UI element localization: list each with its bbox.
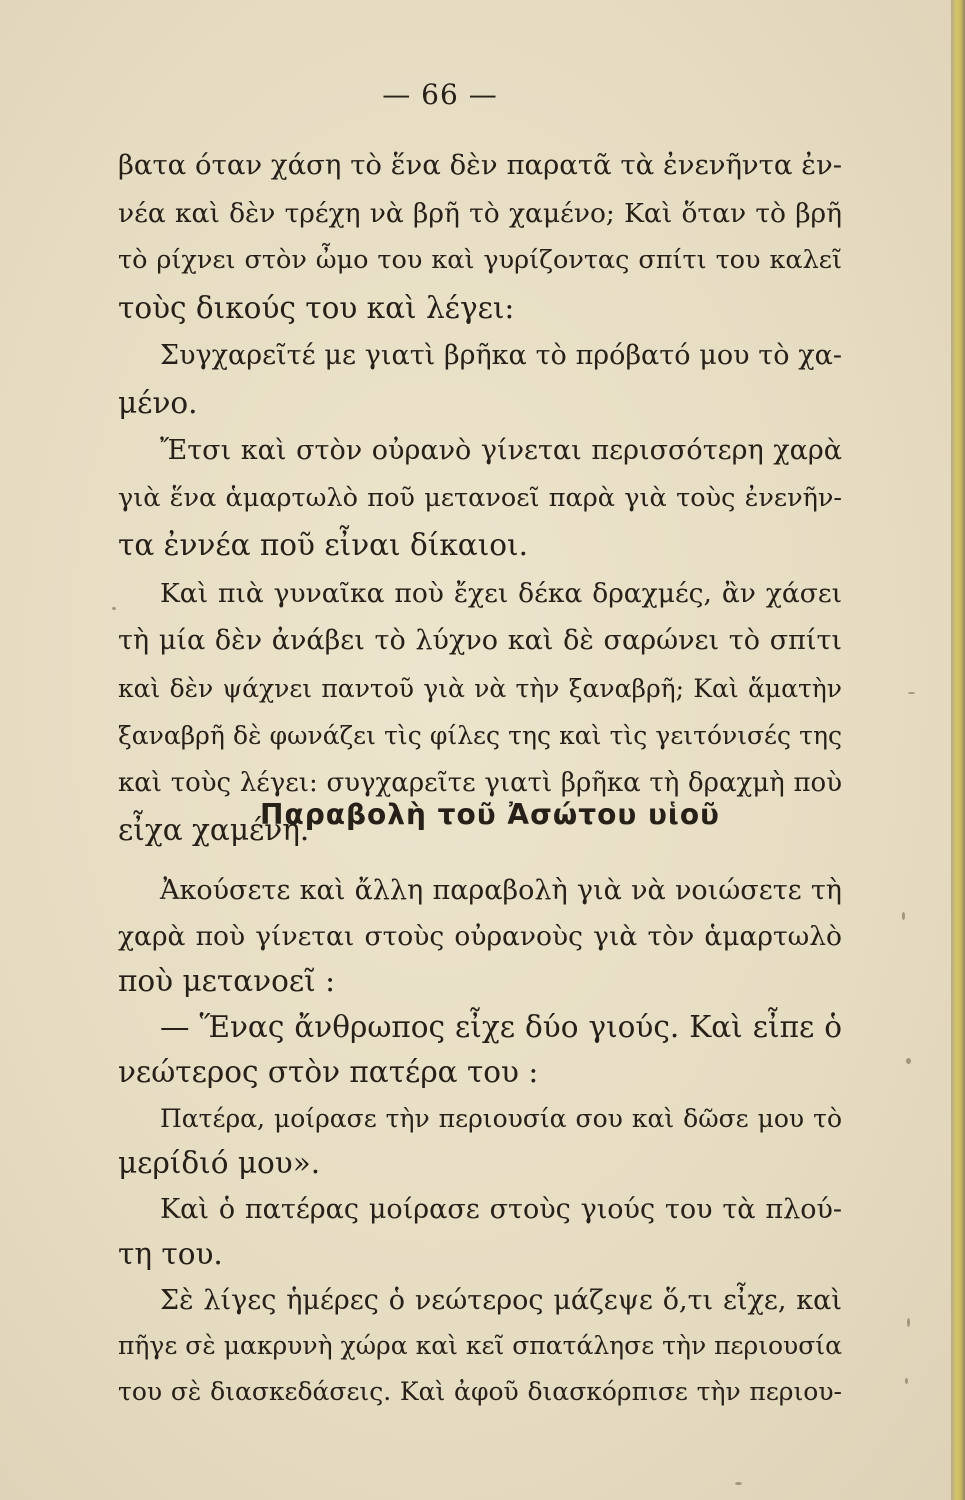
text-line: Σὲ λίγες ἡμέρες ὁ νεώτερος μάζεψε ὅ,τι εἶχε, καὶ [160, 1284, 842, 1316]
text-line: νέα καὶ δὲν τρέχη νὰ βρῆ τὸ χαμένο; Καὶ ὅταν τὸ βρῆ [118, 197, 842, 229]
text-line: Καὶ ὁ πατέρας μοίρασε στοὺς γιούς του τὰ πλού- [160, 1193, 842, 1225]
text-line: Πατέρα, μοίρασε τὴν περιουσία σου καὶ δῶσε μου τὸ [160, 1103, 842, 1133]
text-line: βατα όταν χάση τὸ ἕνα δὲν παρατᾶ τὰ ἐνενῆντα ἐν- [118, 149, 842, 181]
body-text-top [118, 142, 842, 855]
scan-speck [905, 1378, 908, 1384]
text-line: πῆγε σὲ μακρυνὴ χώρα καὶ κεῖ σπατάλησε τὴν περιουσία [118, 1331, 842, 1360]
scan-speck [902, 912, 905, 920]
scan-speck [908, 692, 915, 694]
scan-speck [907, 1318, 910, 1327]
text-line: καὶ δὲν ψάχνει παντοῦ γιὰ νὰ τὴν ξαναβρῆ; Καὶ ἅματὴν [118, 673, 842, 703]
text-line: Συγχαρεῖτέ με γιατὶ βρῆκα τὸ πρόβατό μου τὸ χα- [160, 340, 842, 371]
text-line: τοὺς δικούς του καὶ λέγει: [118, 290, 515, 325]
scan-speck [112, 607, 116, 610]
text-line: χαρὰ ποὺ γίνεται στοὺς οὐρανοὺς γιὰ τὸν ἁμαρτωλὸ [118, 920, 842, 952]
text-line: — Ἕνας ἄνθρωπος εἶχε δύο γιούς. Καὶ εἶπε ὁ [160, 1009, 842, 1044]
text-line: εἶχα χαμένη. [118, 813, 310, 847]
text-line: τὴ μία δὲν ἀνάβει τὸ λύχνο καὶ δὲ σαρώνει τὸ σπίτι [118, 625, 842, 656]
text-line: Ἀκούσετε καὶ ἄλλη παραβολὴ γιὰ νὰ νοιώσετε τὴ [160, 875, 842, 906]
body-text-bottom [118, 868, 842, 1414]
text-line: τὸ ρίχνει στὸν ὦμο του καὶ γυρίζοντας σπίτι του καλεῖ [118, 245, 842, 275]
scan-speck [906, 1058, 911, 1064]
text-line: τη του. [118, 1237, 223, 1271]
section-heading: Παραβολὴ τοῦ Ἀσώτου υἱοῦ [260, 798, 720, 831]
text-line: του σὲ διασκεδάσεις. Καὶ ἀφοῦ διασκόρπισε τὴν περιου- [118, 1376, 842, 1406]
text-line: Ἔτσι καὶ στὸν οὐρανὸ γίνεται περισσότερη χαρὰ [160, 435, 842, 466]
text-line: καὶ τοὺς λέγει: συγχαρεῖτε γιατὶ βρῆκα τὴ δραχμὴ ποὺ [118, 767, 842, 798]
text-line: νεώτερος στὸν πατέρα του : [118, 1055, 539, 1089]
text-line: γιὰ ἕνα ἁμαρτωλὸ ποῦ μετανοεῖ παρὰ γιὰ τοὺς ἐνενῆν- [118, 482, 842, 513]
text-line: τα ἐννέα ποῦ εἶναι δίκαιοι. [118, 528, 528, 562]
page-edge [951, 0, 965, 1500]
text-line: ποὺ μετανοεῖ : [118, 964, 336, 998]
text-line: μένο. [118, 385, 198, 420]
text-line: μερίδιό μου». [118, 1146, 321, 1180]
scan-speck [735, 1482, 742, 1485]
text-line: ξαναβρῆ δὲ φωνάζει τὶς φίλες της καὶ τὶς γειτόνισές της [118, 721, 842, 750]
text-line: Καὶ πιὰ γυναῖκα ποὺ ἔχει δέκα δραχμές, ἂν χάσει [160, 577, 842, 609]
page-number: — 66 — [382, 78, 498, 111]
